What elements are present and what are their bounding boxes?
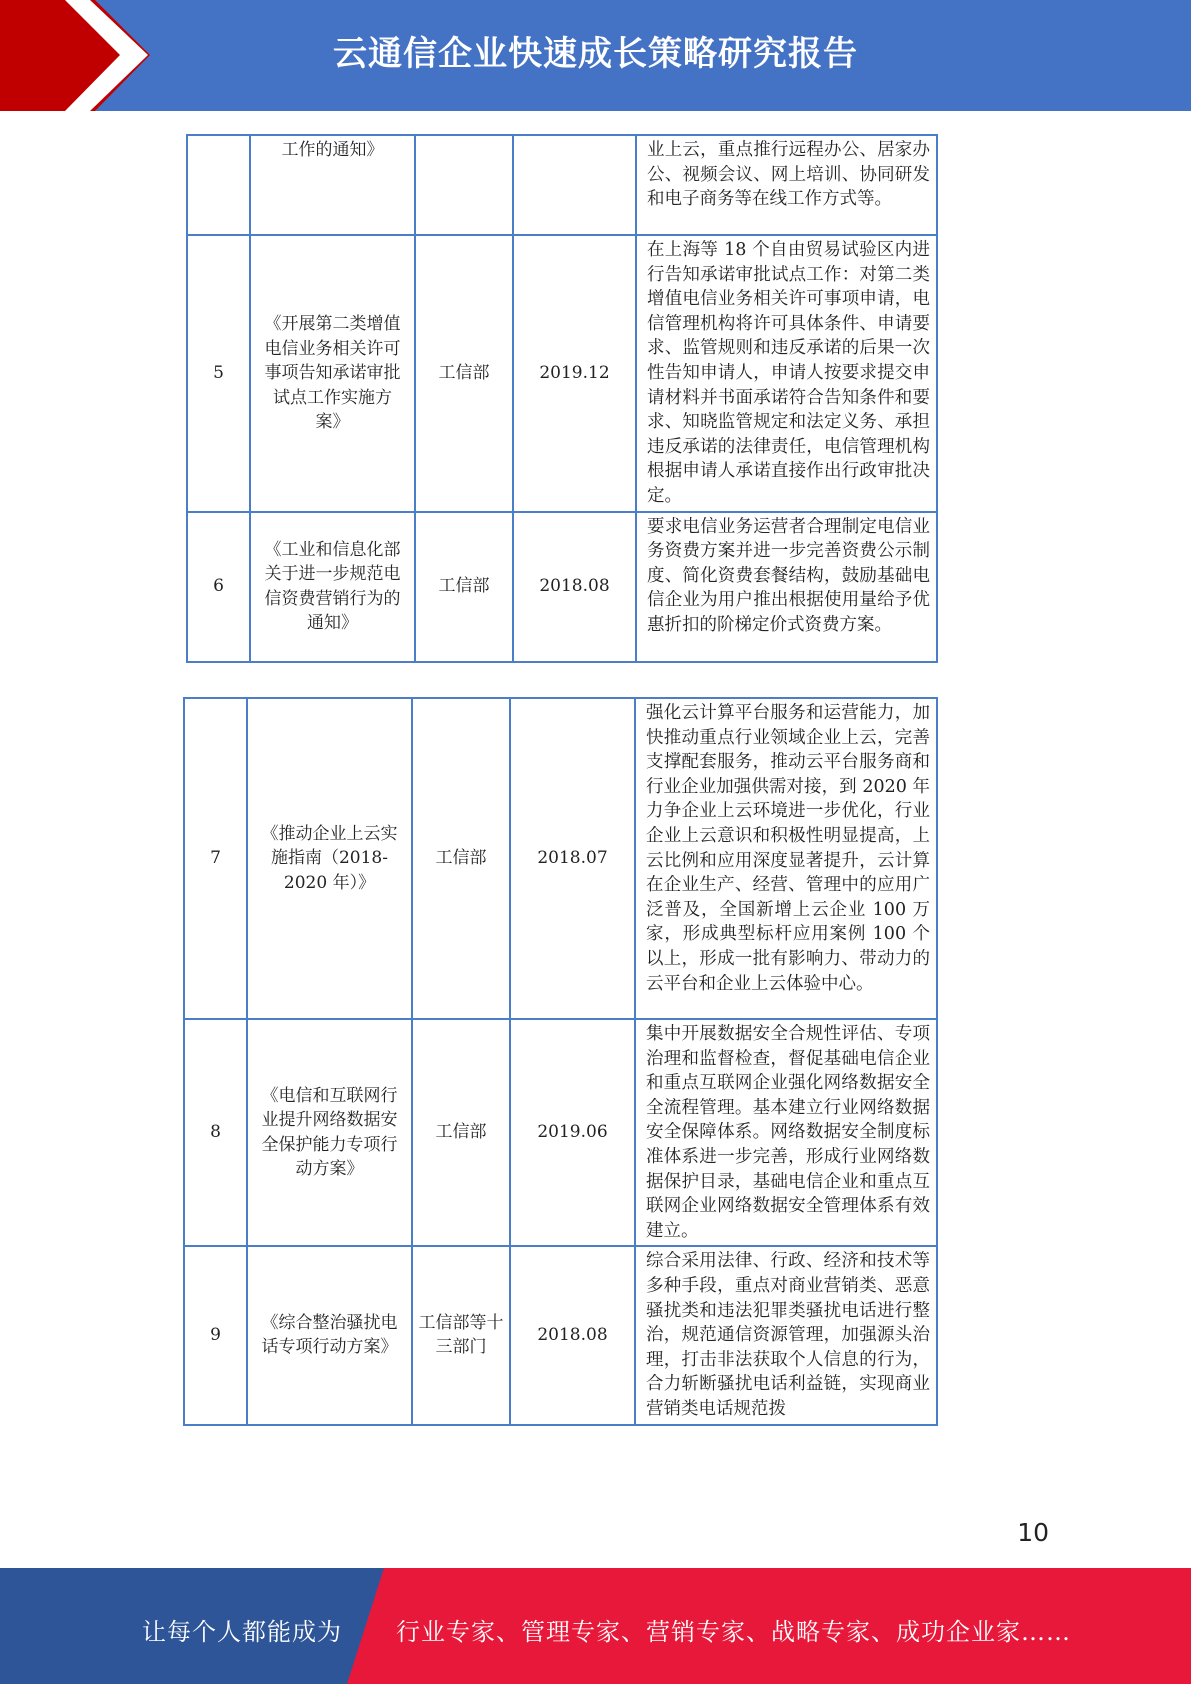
table-row <box>187 135 937 235</box>
footer-slogan-right: 行业专家、管理专家、营销专家、战略专家、成功企业家…… <box>396 1618 1071 1646</box>
issuing-department: 工信部 <box>412 1019 510 1246</box>
footer-slogan-left: 让每个人都能成为 <box>142 1618 342 1646</box>
row-number: 8 <box>184 1019 247 1246</box>
page-footer <box>0 1568 1191 1684</box>
policy-description: 在上海等 18 个自由贸易试验区内进行告知承诺审批试点工作：对第二类增值电信业务相关许可事项申请，电信管理机构将许可具体条件、申请要求、监管规则和违反承诺的后果一次性告知申请人，申请人按要求提交申请材料并书面承诺符合告知条件和要求、知晓监管规定和法定义务、承担违反承诺的法律责任，电信管理机构根据申请人承诺直接作出行政审批决定。 <box>636 235 937 512</box>
issue-date: 2019.06 <box>510 1019 635 1246</box>
issuing-department <box>415 135 513 235</box>
row-number: 7 <box>184 698 247 1019</box>
table-row <box>187 235 937 512</box>
report-title: 云通信企业快速成长策略研究报告 <box>333 34 858 74</box>
table-row <box>184 698 937 1019</box>
policy-description: 强化云计算平台服务和运营能力，加快推动重点行业领域企业上云，完善支撑配套服务，推动云平台服务商和行业企业加强供需对接，到 2020 年力争企业上云环境进一步优化，行业企业上云意识和积极性明显提高，上云比例和应用深度显著提升，云计算在企业生产、经营、管理中的应用广泛普及，全国新增上云企业 100 万家，形成典型标杆应用案例 100 个以上，形成一批有影响力、带动力的云平台和企业上云体验中心。 <box>635 698 937 1019</box>
policy-table-1 <box>186 134 938 663</box>
page-number: 10 <box>1017 1518 1049 1547</box>
policy-description: 要求电信业务运营者合理制定电信业务资费方案并进一步完善资费公示制度、简化资费套餐结构，鼓励基础电信企业为用户推出根据使用量给予优惠折扣的阶梯定价式资费方案。 <box>636 512 937 662</box>
issuing-department: 工信部 <box>415 512 513 662</box>
policy-description: 综合采用法律、行政、经济和技术等多种手段，重点对商业营销类、恶意骚扰类和违法犯罪类骚扰电话进行整治，规范通信资源管理，加强源头治理，打击非法获取个人信息的行为，合力斩断骚扰电话利益链，实现商业营销类电话规范拨 <box>635 1246 937 1424</box>
issue-date: 2018.07 <box>510 698 635 1019</box>
issuing-department: 工信部 <box>415 235 513 512</box>
row-number: 6 <box>187 512 250 662</box>
policy-description: 集中开展数据安全合规性评估、专项治理和监督检查，督促基础电信企业和重点互联网企业强化网络数据安全全流程管理。基本建立行业网络数据安全保障体系。网络数据安全制度标准体系进一步完善，形成行业网络数据保护目录，基础电信企业和重点互联网企业网络数据安全管理体系有效建立。 <box>635 1019 937 1246</box>
page-header <box>0 0 1191 111</box>
issuing-department: 工信部等十三部门 <box>412 1246 510 1424</box>
policy-description: 业上云，重点推行远程办公、居家办公、视频会议、网上培训、协同研发和电子商务等在线工作方式等。 <box>636 135 937 235</box>
issue-date: 2019.12 <box>513 235 636 512</box>
policy-table-2 <box>183 697 938 1426</box>
issue-date <box>513 135 636 235</box>
issue-date: 2018.08 <box>510 1246 635 1424</box>
policy-title: 《电信和互联网行业提升网络数据安全保护能力专项行动方案》 <box>247 1019 412 1246</box>
policy-title: 《开展第二类增值电信业务相关许可事项告知承诺审批试点工作实施方案》 <box>250 235 415 512</box>
table-row <box>184 1019 937 1246</box>
policy-title: 《推动企业上云实施指南（2018-2020 年）》 <box>247 698 412 1019</box>
table-row <box>187 512 937 662</box>
policy-title: 工作的通知》 <box>250 135 415 235</box>
policy-title: 《工业和信息化部关于进一步规范电信资费营销行为的通知》 <box>250 512 415 662</box>
row-number: 5 <box>187 235 250 512</box>
table-row <box>184 1246 937 1424</box>
issuing-department: 工信部 <box>412 698 510 1019</box>
row-number: 9 <box>184 1246 247 1424</box>
issue-date: 2018.08 <box>513 512 636 662</box>
row-number <box>187 135 250 235</box>
policy-title: 《综合整治骚扰电话专项行动方案》 <box>247 1246 412 1424</box>
